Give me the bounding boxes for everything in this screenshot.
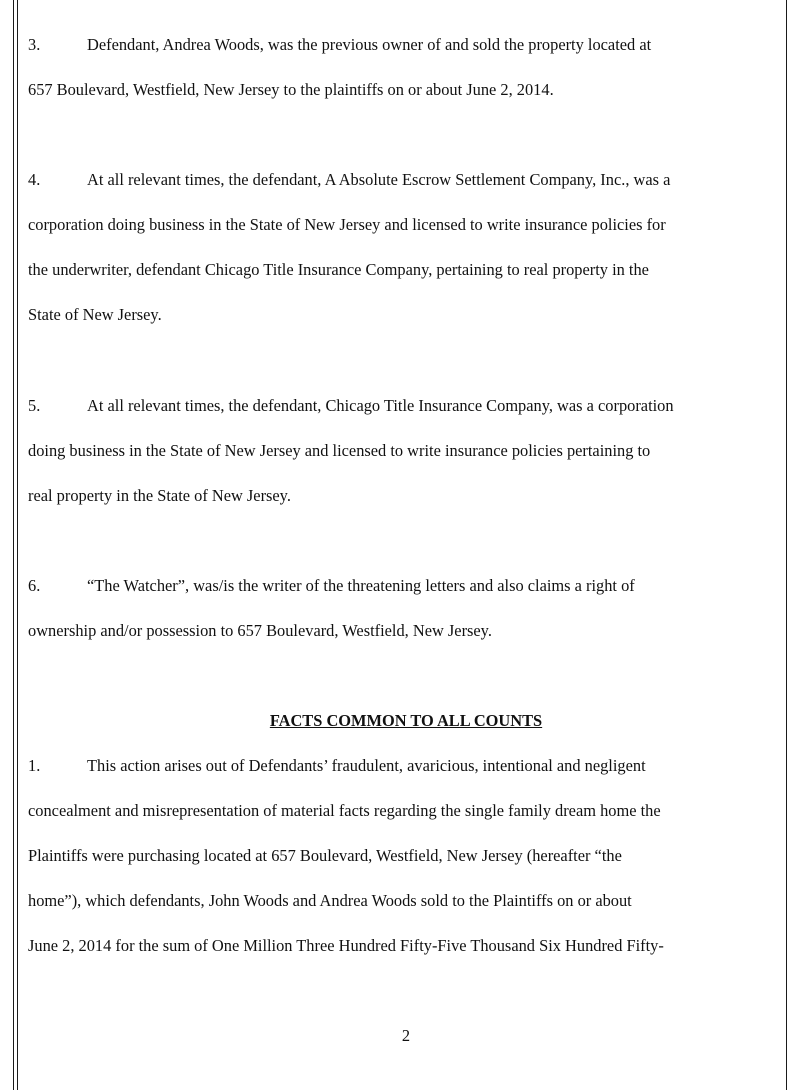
paragraph-text: Defendant, Andrea Woods, was the previous owner of and sold the property located at [87, 35, 652, 54]
paragraph-text: Plaintiffs were purchasing located at 657 Boulevard, Westfield, New Jersey (hereafter “the [28, 846, 622, 865]
paragraph-text: “The Watcher”, was/is the writer of the threatening letters and also claims a right of [87, 576, 635, 595]
paragraph-3-line-1 [28, 35, 784, 55]
paragraph-6-line-1 [28, 576, 784, 596]
paragraph-5-line-2 [28, 441, 784, 461]
paragraph-4-line-2 [28, 215, 784, 235]
paragraph-number: 4. [28, 170, 41, 189]
paragraph-number: 6. [28, 576, 41, 595]
fact-1-line-4 [28, 891, 784, 911]
paragraph-6-line-2 [28, 621, 784, 641]
paragraph-5-line-3 [28, 486, 784, 506]
paragraph-3-line-2 [28, 80, 784, 100]
paragraph-text: June 2, 2014 for the sum of One Million Three Hundred Fifty-Five Thousand Six Hundred Fifty- [28, 936, 664, 955]
paragraph-text: doing business in the State of New Jersey and licensed to write insurance policies pertaining to [28, 441, 651, 460]
paragraph-number: 3. [28, 35, 41, 54]
paragraph-text: home”), which defendants, John Woods and Andrea Woods sold to the Plaintiffs on or about [28, 891, 632, 910]
right-margin-rule [786, 0, 787, 1090]
paragraph-4-line-3 [28, 260, 784, 280]
fact-1-line-2 [28, 801, 784, 821]
paragraph-text: State of New Jersey. [28, 305, 162, 324]
paragraph-text: corporation doing business in the State of New Jersey and licensed to write insurance policies for [28, 215, 666, 234]
fact-1-line-5 [28, 936, 784, 956]
page-number: 2 [401, 1026, 411, 1045]
paragraph-number: 1. [28, 756, 41, 775]
section-heading: FACTS COMMON TO ALL COUNTS [269, 711, 543, 730]
paragraph-text: At all relevant times, the defendant, Chicago Title Insurance Company, was a corporation [87, 396, 674, 415]
fact-1-line-1 [28, 756, 784, 776]
paragraph-4-line-1 [28, 170, 784, 190]
paragraph-text: the underwriter, defendant Chicago Title Insurance Company, pertaining to real property in the [28, 260, 649, 279]
paragraph-4-line-4 [28, 305, 784, 325]
paragraph-text: ownership and/or possession to 657 Boulevard, Westfield, New Jersey. [28, 621, 492, 640]
paragraph-text: concealment and misrepresentation of material facts regarding the single family dream home the [28, 801, 661, 820]
paragraph-text: 657 Boulevard, Westfield, New Jersey to the plaintiffs on or about June 2, 2014. [28, 80, 554, 99]
fact-1-line-3 [28, 846, 784, 866]
left-margin-rule-outer [13, 0, 14, 1090]
paragraph-text: real property in the State of New Jersey. [28, 486, 291, 505]
paragraph-number: 5. [28, 396, 41, 415]
paragraph-text: This action arises out of Defendants’ fraudulent, avaricious, intentional and negligent [87, 756, 646, 775]
left-margin-rule-inner [17, 0, 18, 1090]
paragraph-5-line-1 [28, 396, 784, 416]
paragraph-text: At all relevant times, the defendant, A Absolute Escrow Settlement Company, Inc., was a [87, 170, 671, 189]
